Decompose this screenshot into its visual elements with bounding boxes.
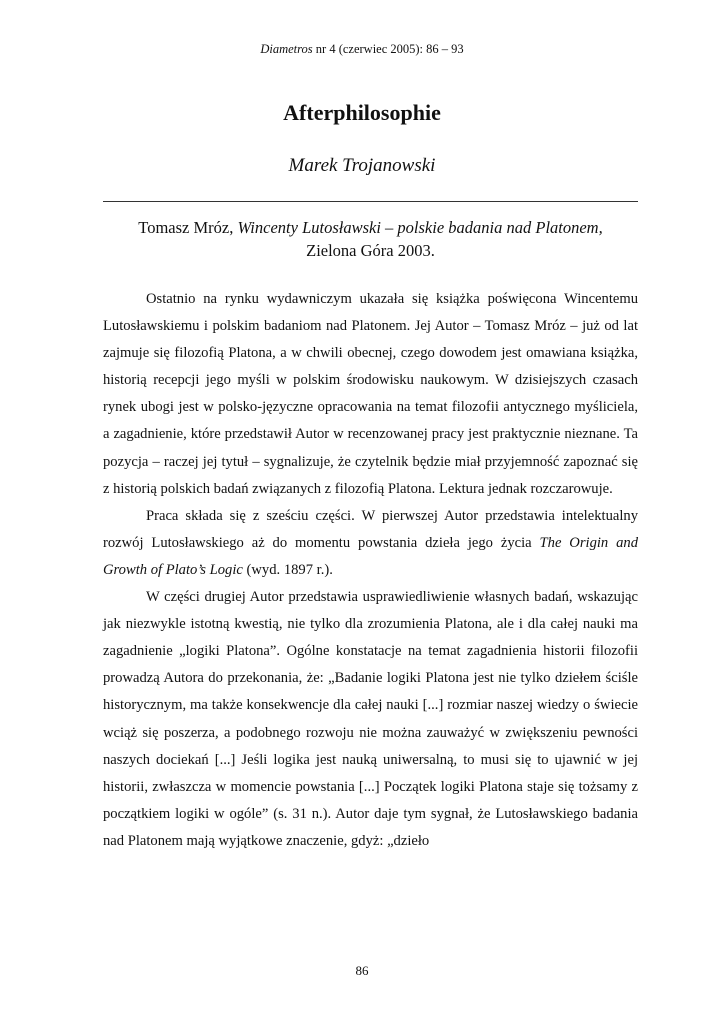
paragraph-2	[103, 503, 638, 584]
article-author: Marek Trojanowski	[288, 155, 436, 176]
reviewed-author: Tomasz Mróz,	[138, 218, 238, 237]
cited-book-title: The Origin and Growth of Plato’s Logic	[103, 534, 639, 578]
paragraph-3: W części drugiej Autor przedstawia usprawiedliwienie własnych badań, wskazując jak niezwykle istotną kwestią, nie tylko dla zrozumienia Platona, ale i dla całej nauki ma zagadnienie „logiki Platona”. Ogólne konstatacje na temat zagadnienia historii filozofii prowadzą Autora do przekonania, że: „Badanie logiki Platona jest nie tylko dziełem ściśle historycznym, ma także konsekwencje dla całej nauki [...] rozmiar naszej wiedzy o świecie wciąż się poszerza, a podobnego rozwoju nie można zauważyć w zwiększeniu pewności naszych dociekań [...] Jeśli logika jest nauką uniwersalną, to musi się to ujawnić w jej historii, zwłaszcza w momencie powstania [...] Początek logiki Platona staje się tożsamy z początkiem logiki w ogóle” (s. 31 n.). Autor daje tym sygnał, że Lutosławskiego badania nad Platonem mają wyjątkowe znaczenie, gdyż: „dzieło	[103, 589, 638, 849]
horizontal-rule	[103, 201, 638, 202]
page-number: 86	[355, 963, 369, 978]
paragraph-2-tail: (wyd. 1897 r.).	[242, 561, 333, 578]
paragraph-2-text: Praca składa się z sześciu części. W pierwszej Autor przedstawia intelektualny rozwój Lutosławskiego aż do momentu powstania dzieła jego życia	[103, 507, 638, 551]
reviewed-title: Wincenty Lutosławski – polskie badania nad Platonem,	[237, 218, 603, 237]
reviewed-publication: Zielona Góra 2003.	[306, 241, 435, 260]
paragraph-1: Ostatnio na rynku wydawniczym ukazała się książka poświęcona Wincentemu Lutosławskiemu i polskim badaniom nad Platonem. Jej Autor – Tomasz Mróz – już od lat zajmuje się filozofią Platona, a w chwili obecnej, czego dowodem jest omawiana książka, historią recepcji jego myśli w polskim środowisku naukowym. W dzisiejszych czasach rynek ubogi jest w polsko-języczne opracowania na temat filozofii antycznego myśliciela, a zagadnienie, które przedstawił Autor w recenzowanej pracy jest praktycznie nieznane. Ta pozycja – raczej jej tytuł – sygnalizuje, że czytelnik będzie miał przyjemność zapoznać się z historią polskich badań związanych z filozofią Platona. Lektura jednak rozczarowuje.	[103, 291, 638, 497]
reviewed-work	[103, 216, 638, 262]
issue-info: nr 4 (czerwiec 2005): 86 – 93	[315, 42, 464, 56]
article-body	[103, 286, 638, 855]
article-title: Afterphilosophie	[283, 100, 441, 125]
journal-name: Diametros	[260, 42, 313, 56]
running-head	[0, 42, 724, 57]
